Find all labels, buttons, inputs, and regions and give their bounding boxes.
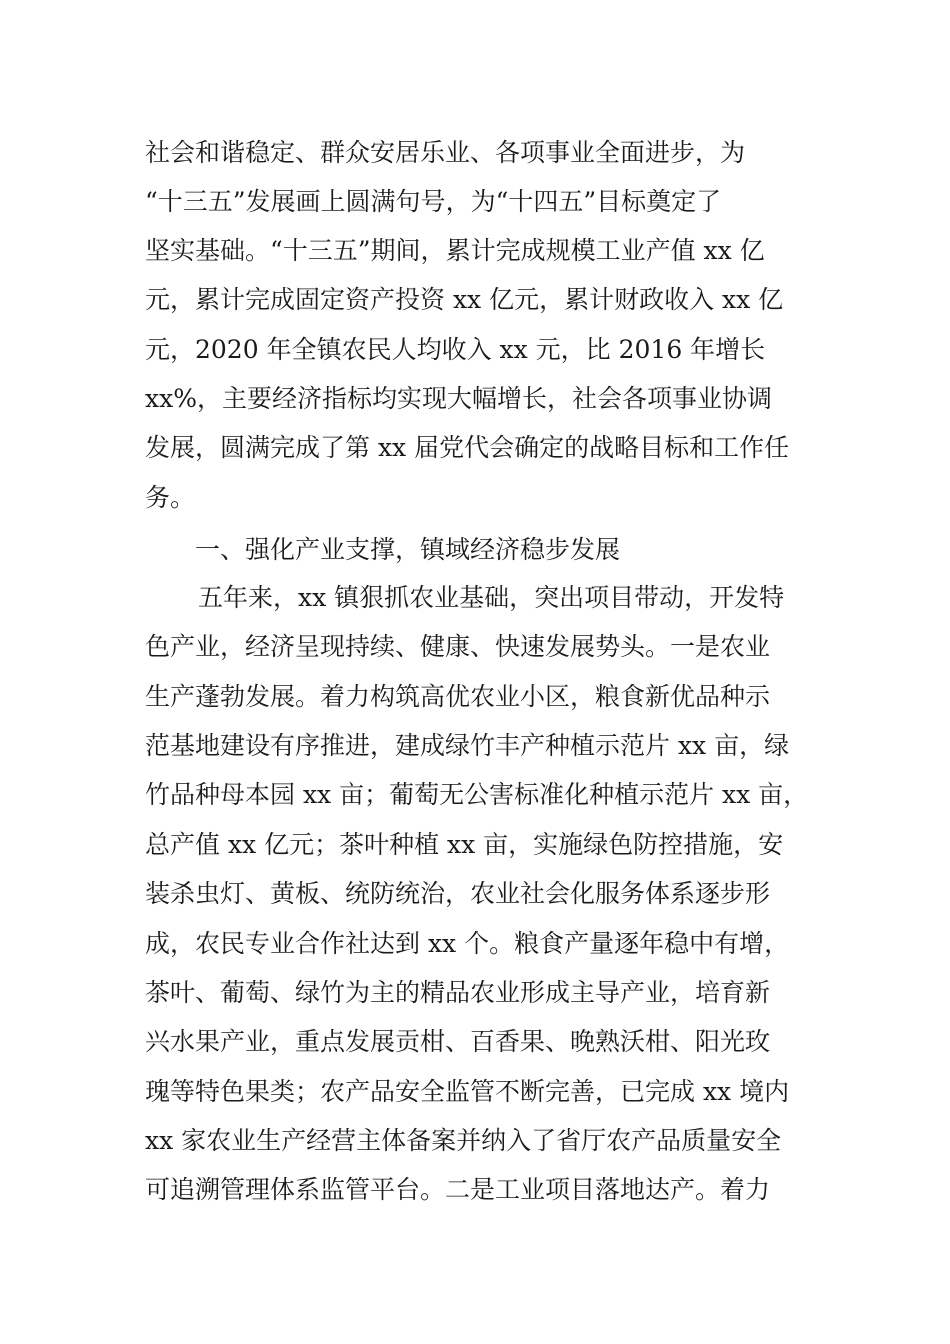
text-line: 可追溯管理体系监管平台。二是工业项目落地达产。着力 bbox=[145, 1175, 771, 1204]
text-line: 坚实基础。“十三五”期间，累计完成规模工业产值 xx 亿 bbox=[145, 236, 765, 265]
text-line: 茶叶、葡萄、绿竹为主的精品农业形成主导产业，培育新 bbox=[145, 978, 771, 1007]
text-line: “十三五”发展画上圆满句号，为“十四五”目标奠定了 bbox=[145, 187, 722, 216]
text-line: 总产值 xx 亿元；茶叶种植 xx 亩，实施绿色防控措施，安 bbox=[145, 830, 784, 859]
text-line: 五年来，xx 镇狠抓农业基础，突出项目带动，开发特 bbox=[198, 583, 785, 612]
text-line: xx 家农业生产经营主体备案并纳入了省厅农产品质量安全 bbox=[145, 1126, 782, 1155]
text-line: 发展，圆满完成了第 xx 届党代会确定的战略目标和工作任 bbox=[145, 433, 790, 462]
text-line: 范基地建设有序推进，建成绿竹丰产种植示范片 xx 亩，绿 bbox=[145, 731, 790, 760]
text-line: 成，农民专业合作社达到 xx 个。粮食产量逐年稳中有增， bbox=[145, 929, 790, 958]
section-heading: 一、强化产业支撑，镇域经济稳步发展 bbox=[195, 535, 621, 564]
text-line: 社会和谐稳定、群众安居乐业、各项事业全面进步，为 bbox=[145, 138, 746, 167]
text-line: 竹品种母本园 xx 亩；葡萄无公害标准化种植示范片 xx 亩， bbox=[145, 780, 809, 809]
text-line: 元，2020 年全镇农民人均收入 xx 元，比 2016 年增长 bbox=[145, 335, 766, 364]
text-line: 务。 bbox=[145, 483, 196, 512]
text-line: xx%，主要经济指标均实现大幅增长，社会各项事业协调 bbox=[145, 384, 772, 413]
text-line: 生产蓬勃发展。着力构筑高优农业小区，粮食新优品种示 bbox=[145, 682, 771, 711]
text-line: 色产业，经济呈现持续、健康、快速发展势头。一是农业 bbox=[145, 632, 771, 661]
text-line: 装杀虫灯、黄板、统防统治，农业社会化服务体系逐步形 bbox=[145, 879, 771, 908]
text-line: 元，累计完成固定资产投资 xx 亿元，累计财政收入 xx 亿 bbox=[145, 285, 784, 314]
text-line: 兴水果产业，重点发展贡柑、百香果、晚熟沃柑、阳光玫 bbox=[145, 1027, 771, 1056]
text-line: 瑰等特色果类；农产品安全监管不断完善，已完成 xx 境内 bbox=[145, 1077, 790, 1106]
